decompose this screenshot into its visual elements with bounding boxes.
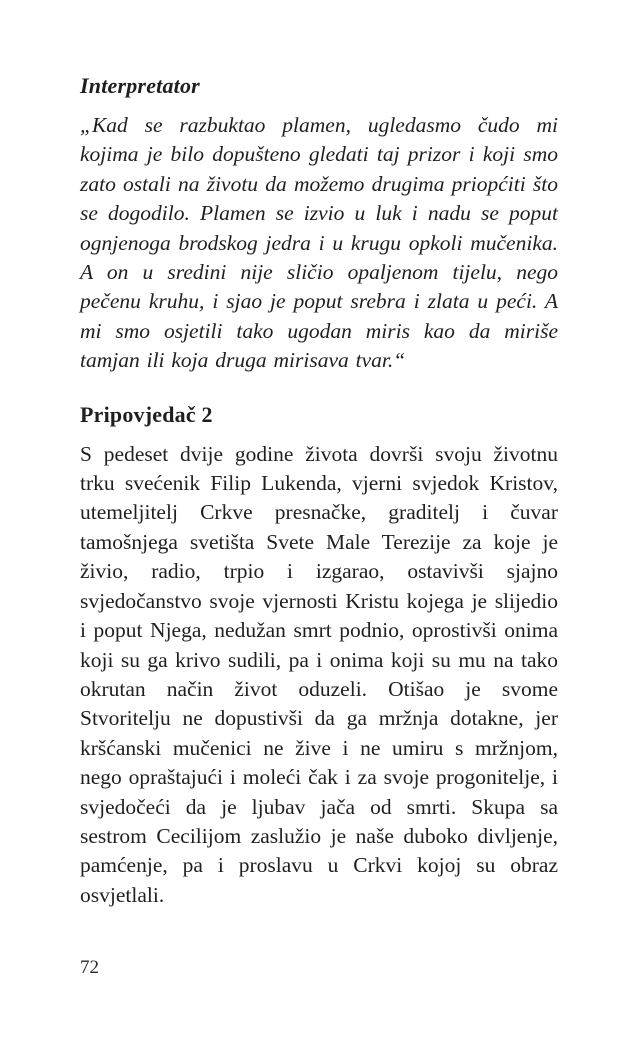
book-page xyxy=(80,74,558,910)
interpretator-heading: Interpretator xyxy=(80,73,200,98)
interpretator-section xyxy=(80,74,558,376)
interpretator-quote-paragraph: „Kad se razbuktao plamen, ugledasmo čudo mi kojima je bilo dopušteno gledati taj prizor i koji smo zato ostali na životu da možemo drugima priopćiti što se dogodilo. Plamen se izvio u luk i nadu se poput ognjenoga brodskog jedra i u krugu opkoli mučenika. A on u sredini nije sličio opaljenom tijelu, nego pečenu kruhu, i sjao je poput srebra i zlata u peći. A mi smo osjetili tako ugodan miris kao da miriše tamjan ili koja druga mirisava tvar.“ xyxy=(80,113,558,373)
pripovjedac-section xyxy=(80,403,558,911)
page-number: 72 xyxy=(80,957,99,978)
pripovjedac-heading: Pripovjedač 2 xyxy=(80,401,213,427)
pripovjedac-paragraph: S pedeset dvije godine života dovrši svoju životnu trku svećenik Filip Lukenda, vjerni svjedok Kristov, utemeljitelj Crkve presnačke, graditelj i čuvar tamošnjega svetišta Svete Male Terezije za koje je živio, radio, trpio i izgarao, ostavivši sjajno svjedočanstvo svoje vjernosti Kristu kojega je slijedio i poput Njega, nedužan smrt podnio, oprostivši onima koji su ga krivo sudili, pa i onima koji su mu na tako okrutan način život oduzeli. Otišao je svome Stvoritelju ne dopustivši da ga mržnja dotakne, jer kršćanski mučenici ne žive i ne umiru s mržnjom, nego opraštajući i moleći čak i za svoje progonitelje, i svjedočeći da je ljubav jača od smrti. Skupa sa sestrom Cecilijom zaslužio je naše duboko divljenje, pamćenje, pa i proslavu u Crkvi kojoj su obraz osvjetlali. xyxy=(80,441,558,907)
